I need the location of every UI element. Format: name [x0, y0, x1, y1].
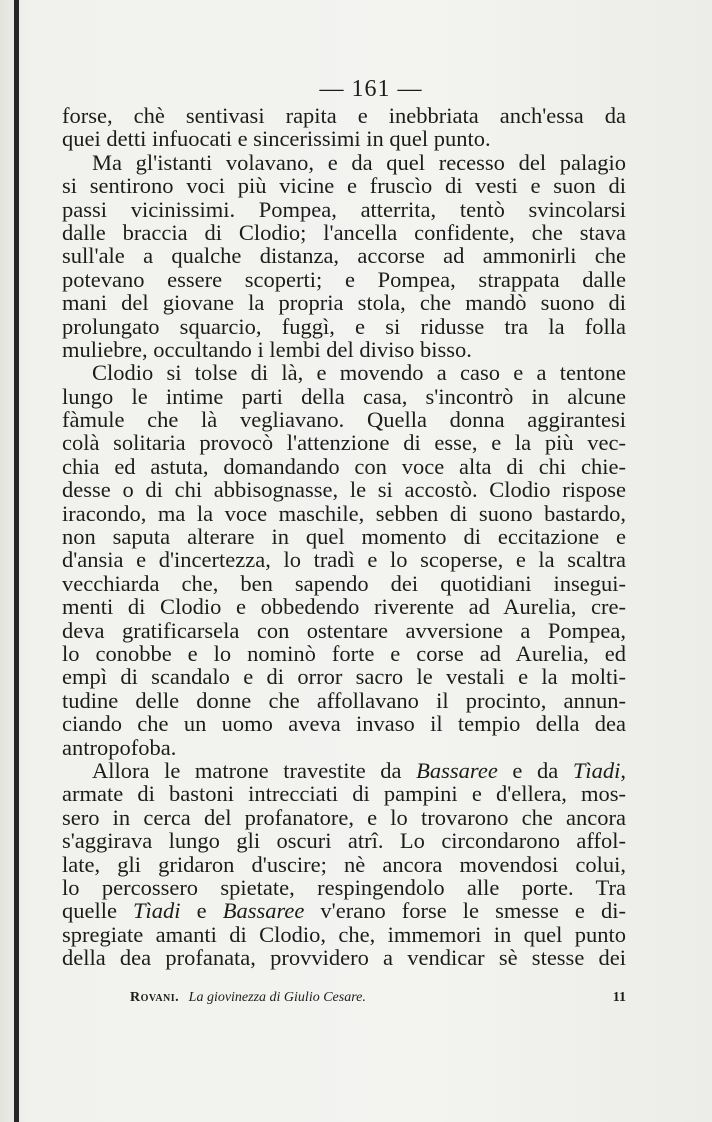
footer-citation: [130, 990, 366, 1006]
text-line: passi vicinissimi. Pompea, atterrita, tentò svincolarsi: [62, 196, 626, 222]
page-number: — 161 —: [319, 76, 423, 102]
text-line: Ma gl'istanti volavano, e da quel recesso del palagio: [92, 149, 626, 175]
text-line: Allora le matrone travestite da Bassaree e da Tìadi,: [92, 757, 626, 783]
text-line: dalle braccia di Clodio; l'ancella confidente, che stava: [62, 219, 626, 245]
text-line: vecchiarda che, ben sapendo dei quotidiani insegui-: [62, 570, 626, 596]
text-line: sull'ale a qualche distanza, accorse ad ammonirli che: [62, 243, 626, 269]
text-line: quei detti infuocati e sincerissimi in quel punto.: [62, 126, 491, 152]
binding-edge: [14, 0, 19, 1122]
text-line: spregiate amanti di Clodio, che, immemori in quel punto: [62, 921, 626, 947]
signature-mark: 11: [612, 990, 626, 1005]
text-line: tudine delle donne che affollavano il procinto, annun-: [62, 687, 626, 713]
text-line: desse o di chi abbisognasse, le si accostò. Clodio rispose: [62, 477, 626, 503]
text-line: armate di bastoni intrecciati di pampini e d'ellera, mos-: [62, 781, 626, 807]
text-line: late, gli gridaron d'uscire; nè ancora movendosi colui,: [62, 851, 626, 877]
text-line: fàmule che là vegliavano. Quella donna aggirantesi: [62, 407, 626, 433]
text-line: empì di scandalo e di orror sacro le vestali e la molti-: [62, 664, 626, 690]
text-line: sero in cerca del profanatore, e lo trovarono che ancora: [62, 804, 626, 830]
text-line: ciando che un uomo aveva invaso il tempio della dea: [62, 711, 626, 737]
footer-title: La giovinezza di Giulio Cesare.: [188, 990, 366, 1005]
text-line: muliebre, occultando i lembi del diviso bisso.: [62, 336, 472, 362]
text-line: mani del giovane la propria stola, che mandò suono di: [62, 290, 626, 316]
text-line: lungo le intime parti della casa, s'incontrò in alcune: [62, 383, 626, 409]
text-line: iracondo, ma la voce maschile, sebben di suono bastardo,: [62, 500, 626, 526]
text-line: quelle Tìadi e Bassaree v'erano forse le smesse e di-: [62, 898, 626, 924]
text-line: chia ed astuta, domandando con voce alta di chi chie-: [62, 453, 626, 479]
text-line: s'aggirava lungo gli oscuri atrî. Lo circondarono affol-: [62, 828, 626, 854]
text-line: della dea profanata, provvidero a vendicar sè stesse dei: [62, 945, 626, 971]
text-line: prolungato squarcio, fuggì, e si ridusse tra la folla: [62, 313, 626, 339]
text-line: forse, chè sentivasi rapita e inebbriata anch'essa da: [62, 103, 626, 128]
body-text: [62, 104, 626, 969]
text-line: lo percossero spietate, respingendolo alle porte. Tra: [62, 874, 626, 900]
text-line: Clodio si tolse di là, e movendo a caso e a tentone: [92, 360, 626, 386]
text-line: menti di Clodio e obbedendo riverente ad Aurelia, cre-: [62, 594, 626, 620]
text-line: colà solitaria provocò l'attenzione di esse, e la più vec-: [62, 430, 626, 456]
text-line: d'ansia e d'incertezza, lo tradì e lo scoperse, e la scaltra: [62, 547, 626, 573]
text-line: potevano essere scoperti; e Pompea, strappata dalle: [62, 266, 626, 292]
text-line: lo conobbe e lo nominò forte e corse ad Aurelia, ed: [62, 640, 626, 666]
footer-author: Rovani.: [130, 990, 180, 1005]
text-line: deva gratificarsela con ostentare avversione a Pompea,: [62, 617, 626, 643]
page-footer: [130, 990, 626, 1006]
text-line: antropofoba.: [62, 734, 177, 760]
text-line: si sentirono voci più vicine e fruscìo di vesti e suon di: [62, 173, 626, 199]
text-line: non saputa alterare in quel momento di eccitazione e: [62, 524, 626, 550]
